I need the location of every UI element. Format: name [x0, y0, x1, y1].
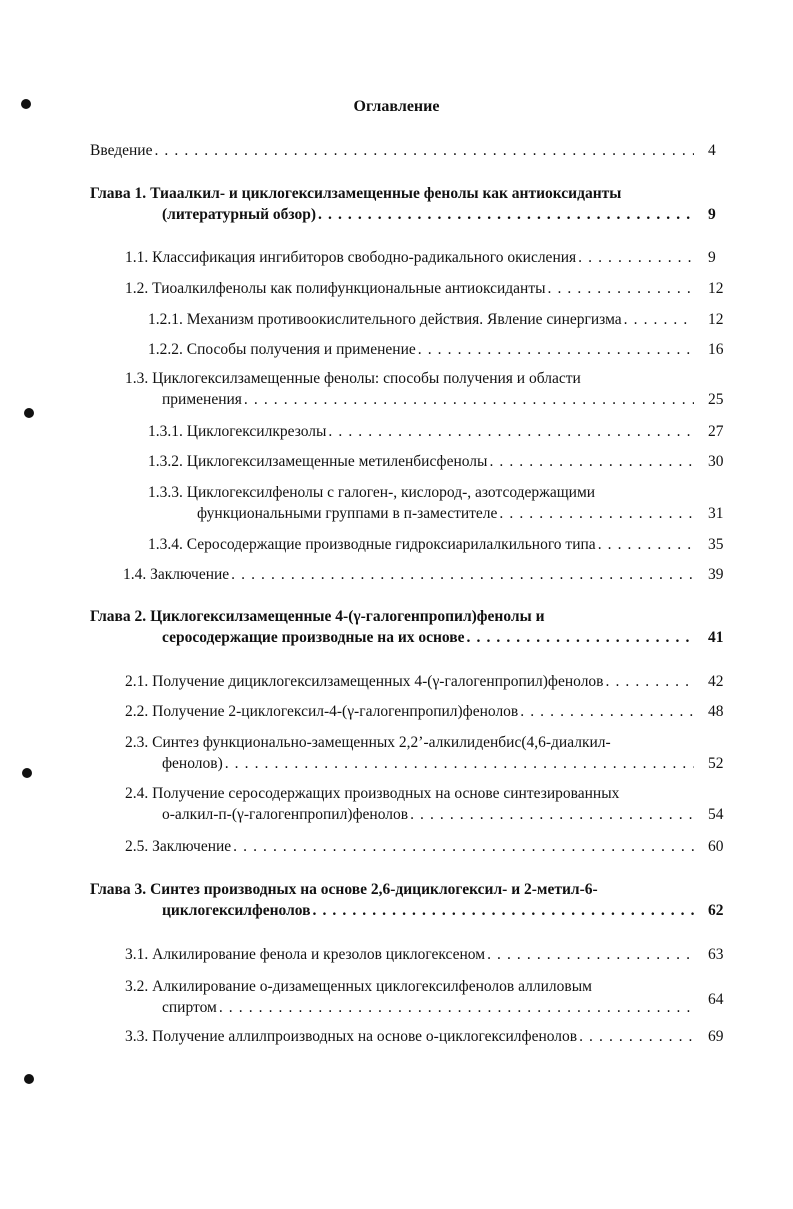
section-title: Заключение [152, 838, 232, 855]
dot-leader [489, 452, 694, 472]
dot-leader [548, 279, 694, 299]
toc-section [0, 944, 793, 965]
section-title: Получение дициклогексилзамещенных 4-(γ-галогенпропил)фенолов [152, 673, 604, 690]
toc-section [0, 976, 793, 1018]
section-title: Серосодержащие производные гидроксиарилалкильного типа [186, 536, 596, 553]
section-title: Тиоалкилфенолы как полифункциональные антиоксиданты [152, 280, 546, 297]
toc-section [0, 701, 793, 722]
section-number: 1.2.2. [148, 341, 183, 358]
toc-subsection [0, 451, 793, 472]
dot-leader [579, 1027, 694, 1047]
section-number: 2.5. [125, 838, 149, 855]
section-number: 1.3.4. [148, 536, 183, 553]
section-number: 1.2.1. [148, 311, 183, 328]
toc-section [0, 368, 793, 410]
dot-leader [233, 837, 694, 857]
toc-page-number: 54 [708, 806, 724, 823]
toc-page-number: 42 [708, 673, 724, 690]
section-number: 2.4. [125, 785, 149, 802]
chapter-number: Глава 3. [90, 881, 147, 898]
section-number: 2.3. [125, 734, 149, 751]
dot-leader [578, 248, 694, 268]
toc-page-number: 63 [708, 946, 724, 963]
dot-leader [598, 535, 694, 555]
section-number: 3.1. [125, 946, 149, 963]
section-title-line2: о-алкил-п-(γ-галогенпропил)фенолов [162, 806, 409, 823]
toc-page-number: 64 [708, 991, 724, 1008]
section-title: Классификация ингибиторов свободно-радикального окисления [152, 249, 577, 266]
toc-subsection [0, 534, 793, 555]
toc-page-number: 60 [708, 838, 724, 855]
section-title: Механизм противоокислительного действия. Явление синергизма [186, 311, 622, 328]
dot-leader [313, 901, 694, 921]
section-title-line2: функциональными группами в п-заместителе [197, 505, 498, 522]
section-number: 1.3. [125, 370, 149, 387]
dot-leader [318, 205, 694, 225]
toc-page-number: 12 [708, 311, 724, 328]
section-title-line2: применения [162, 391, 242, 408]
section-title: Циклогексилзамещенные фенолы: способы получения и области [152, 370, 581, 387]
dot-leader [410, 805, 694, 825]
section-number: 1.3.3. [148, 484, 183, 501]
toc-page-number: 69 [708, 1028, 724, 1045]
section-title-line2: спиртом [162, 999, 217, 1016]
section-title: Алкилирование о-дизамещенных циклогексилфенолов аллиловым [152, 978, 592, 995]
toc-page-number: 41 [708, 629, 724, 646]
dot-leader [231, 565, 694, 585]
section-number: 1.2. [125, 280, 149, 297]
dot-leader [520, 702, 694, 722]
toc-section [0, 836, 793, 857]
dot-leader [606, 672, 695, 692]
dot-leader [244, 390, 694, 410]
toc-page-number: 52 [708, 755, 724, 772]
toc-page-number: 16 [708, 341, 724, 358]
dot-leader [467, 628, 694, 648]
dot-leader [418, 340, 694, 360]
chapter-title-line1: Синтез производных на основе 2,6-дициклогексил- и 2-метил-6- [150, 881, 598, 898]
section-title: Получение 2-циклогексил-4-(γ-галогенпропил)фенолов [152, 703, 519, 720]
section-title: Циклогексилфенолы с галоген-, кислород-, азотсодержащими [186, 484, 596, 501]
toc-chapter-2 [0, 606, 793, 648]
toc-page-number: 9 [708, 206, 716, 223]
toc-page-number: 39 [708, 566, 724, 583]
dot-leader [499, 504, 694, 524]
toc-page-number: 27 [708, 423, 724, 440]
chapter-title-line2: (литературный обзор) [162, 206, 317, 223]
chapter-number: Глава 1. [90, 185, 147, 202]
dot-leader [487, 945, 694, 965]
section-number: 3.2. [125, 978, 149, 995]
toc-section [0, 278, 793, 299]
section-title: Получение серосодержащих производных на основе синтезированных [152, 785, 620, 802]
section-title: Циклогексилкрезолы [186, 423, 327, 440]
toc-section [0, 564, 793, 585]
chapter-number: Глава 2. [90, 608, 147, 625]
toc-section [0, 671, 793, 692]
section-title: Циклогексилзамещенные метиленбисфенолы [186, 453, 488, 470]
toc-section [0, 732, 793, 774]
dot-leader [219, 998, 694, 1018]
toc-section [0, 1026, 793, 1047]
toc-page-number: 31 [708, 505, 724, 522]
bullet-mark [24, 1074, 34, 1084]
section-number: 3.3. [125, 1028, 149, 1045]
section-number: 1.3.2. [148, 453, 183, 470]
toc-chapter-1 [0, 183, 793, 225]
section-title: Способы получения и применение [186, 341, 416, 358]
toc-page-number: 35 [708, 536, 724, 553]
section-title-line2: фенолов) [162, 755, 223, 772]
toc-page-number: 4 [708, 142, 716, 159]
section-number: 1.4. [123, 566, 147, 583]
toc-subsection [0, 482, 793, 524]
dot-leader [225, 754, 694, 774]
toc-page-number: 12 [708, 280, 724, 297]
toc-page-number: 62 [708, 902, 724, 919]
section-title: Синтез функционально-замещенных 2,2’-алкилиденбис(4,6-диалкил- [152, 734, 611, 751]
section-title: Заключение [150, 566, 230, 583]
section-number: 1.3.1. [148, 423, 183, 440]
toc-page-number: 30 [708, 453, 724, 470]
toc-chapter-3 [0, 879, 793, 921]
toc-section [0, 783, 793, 825]
section-number: 2.1. [125, 673, 149, 690]
toc-section [0, 247, 793, 268]
toc-page-number: 25 [708, 391, 724, 408]
toc-subsection [0, 309, 793, 330]
toc-page-number: 9 [708, 249, 716, 266]
section-number: 1.1. [125, 249, 149, 266]
page-title: Оглавление [353, 98, 440, 115]
section-title: Алкилирование фенола и крезолов циклогексеном [152, 946, 486, 963]
dot-leader [624, 310, 694, 330]
toc-entry-label: Введение [90, 142, 153, 159]
section-number: 2.2. [125, 703, 149, 720]
toc-entry-intro [0, 140, 793, 161]
chapter-title-line2: циклогексилфенолов [162, 902, 311, 919]
dot-leader [328, 422, 694, 442]
dot-leader [154, 141, 694, 161]
chapter-title-line1: Циклогексилзамещенные 4-(γ-галогенпропил)фенолы и [150, 608, 545, 625]
chapter-title-line2: серосодержащие производные на их основе [162, 629, 465, 646]
section-title: Получение аллилпроизводных на основе о-циклогексилфенолов [152, 1028, 578, 1045]
toc-subsection [0, 339, 793, 360]
toc-page-number: 48 [708, 703, 724, 720]
chapter-title-line1: Тиаалкил- и циклогексилзамещенные фенолы как антиоксиданты [150, 185, 622, 202]
toc-subsection [0, 421, 793, 442]
